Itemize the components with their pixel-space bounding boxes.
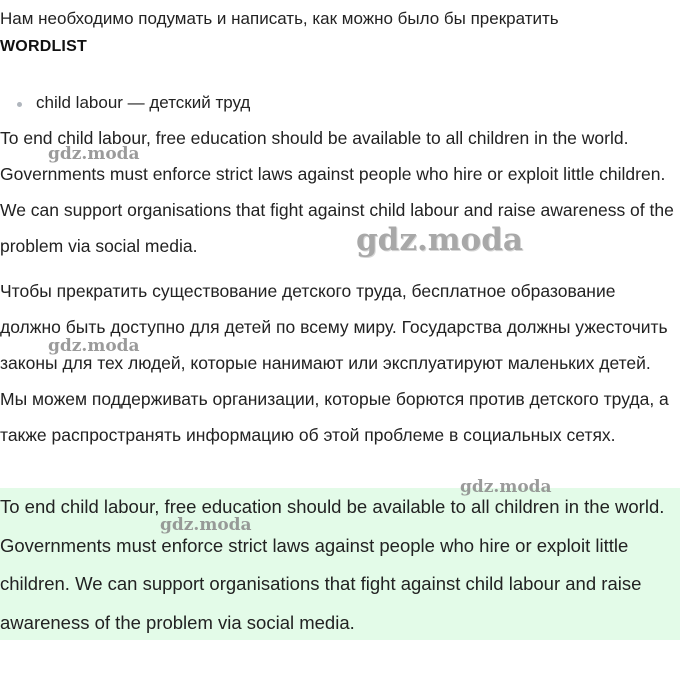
watermark: gdz.moda: [160, 515, 252, 535]
wordlist: [0, 92, 250, 114]
wordlist-item-text: child labour — детский труд: [36, 93, 251, 112]
wordlist-item: [0, 92, 250, 114]
watermark: gdz.moda: [460, 477, 552, 497]
watermark: gdz.moda: [48, 144, 140, 164]
watermark: gdz.moda: [48, 336, 140, 356]
wordlist-title: WORDLIST: [0, 38, 87, 55]
russian-paragraph: Чтобы прекратить существование детского труда, бесплатное образование должно быть доступно для детей по всему миру. Государства должны ужесточить законы для тех людей, которые нанимают или эксплуатируют маленьких детей. Мы можем поддерживать организации, которые борются против детского труда, а также распространять информацию об этой проблеме в социальных сетях.: [0, 281, 669, 445]
answer-box: [0, 488, 680, 640]
watermark: gdz.moda: [356, 222, 523, 258]
english-paragraph: To end child labour, free education should be available to all children in the world. Governments must enforce strict laws against people who hire or exploit little children. We can support organisations that fight against child labour and raise awareness of the problem via social media.: [0, 128, 674, 256]
bullet-icon: [17, 102, 22, 107]
answer-text: To end child labour, free education should be available to all children in the world. Governments must enforce strict laws against people who hire or exploit little children. We can support organisations that fight against child labour and raise awareness of the problem via social media.: [0, 496, 665, 633]
intro-text: Нам необходимо подумать и написать, как можно было бы прекратить: [0, 9, 559, 28]
